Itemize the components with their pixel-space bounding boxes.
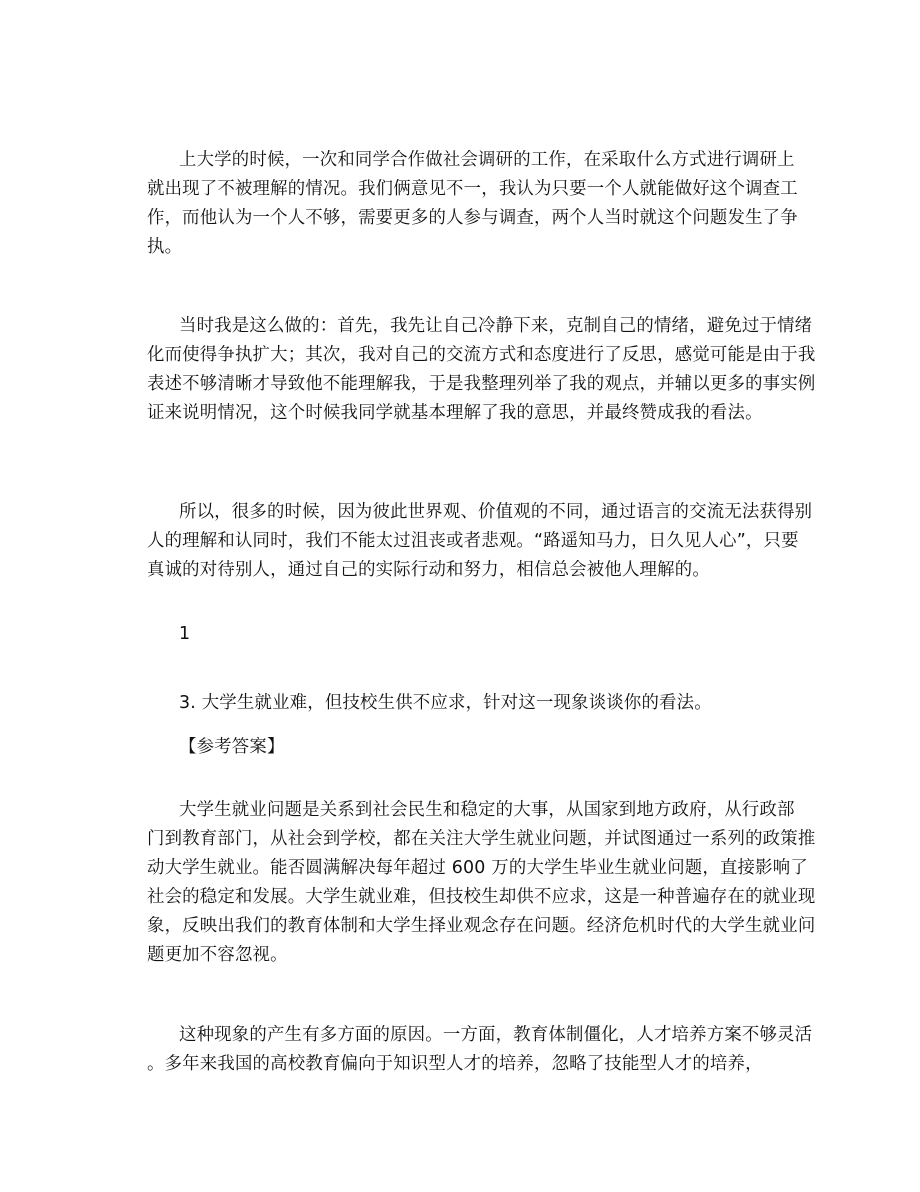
answer-heading (147, 733, 787, 762)
text-line: 就出现了不被理解的情况。我们俩意见不一，我认为只要一个人就能做好这个调查工 (147, 179, 798, 199)
text-line: 。多年来我国的高校教育偏向于知识型人才的培养，忽略了技能型人才的培养， (147, 1054, 763, 1074)
paragraph-3 (147, 498, 813, 585)
text-line: 作，而他认为一个人不够，需要更多的人参与调查，两个人当时就这个问题发生了争 (147, 208, 798, 228)
paragraph-4 (147, 796, 816, 970)
text-line: 门到教育部门，从社会到学校，都在关注大学生就业问题，并试图通过一系列的政策推 (147, 829, 816, 849)
text-line: 真诚的对待别人，通过自己的实际行动和努力，相信总会被他人理解的。 (147, 560, 710, 580)
paragraph-1 (147, 146, 798, 262)
text-line: 这种现象的产生有多方面的原因。一方面，教育体制僵化，人才培养方案不够灵活 (179, 1025, 813, 1045)
text-line: 化而使得争执扩大；其次，我对自己的交流方式和态度进行了反思，感觉可能是由于我 (147, 345, 816, 365)
text-line: 表述不够清晰才导致他不能理解我，于是我整理列举了我的观点，并辅以更多的事实例 (147, 374, 816, 394)
answer-heading-text: 【参考答案】 (179, 737, 285, 757)
text-line: 大学生就业问题是关系到社会民生和稳定的大事，从国家到地方政府，从行政部 (179, 800, 795, 820)
text-line: 社会的稳定和发展。大学生就业难，但技校生却供不应求，这是一种普遍存在的就业现 (147, 887, 816, 907)
text-line: 题更加不容忽视。 (147, 945, 288, 965)
text-line: 动大学生就业。能否圆满解决每年超过 600 万的大学生毕业生就业问题，直接影响了 (147, 858, 808, 878)
paragraph-2 (147, 312, 816, 428)
text-line: 当时我是这么做的：首先，我先让自己冷静下来，克制自己的情绪，避免过于情绪 (179, 316, 813, 336)
text-line: 人的理解和认同时，我们不能太过沮丧或者悲观。“路遥知马力，日久见人心”，只要 (147, 531, 799, 551)
text-line: 证来说明情况，这个时候我同学就基本理解了我的意思，并最终赞成我的看法。 (147, 403, 763, 423)
text-line: 执。 (147, 237, 183, 257)
page-number (147, 620, 787, 649)
question-3 (147, 689, 787, 718)
page-number-text: 1 (179, 624, 191, 644)
question-text: 3. 大学生就业难，但技校生供不应求，针对这一现象谈谈你的看法。 (179, 693, 712, 713)
text-line: 所以，很多的时候，因为彼此世界观、价值观的不同，通过语言的交流无法获得别 (179, 502, 813, 522)
text-line: 上大学的时候，一次和同学合作做社会调研的工作，在采取什么方式进行调研上 (179, 150, 795, 170)
paragraph-5 (147, 1021, 813, 1079)
text-line: 象，反映出我们的教育体制和大学生择业观念存在问题。经济危机时代的大学生就业问 (147, 916, 816, 936)
